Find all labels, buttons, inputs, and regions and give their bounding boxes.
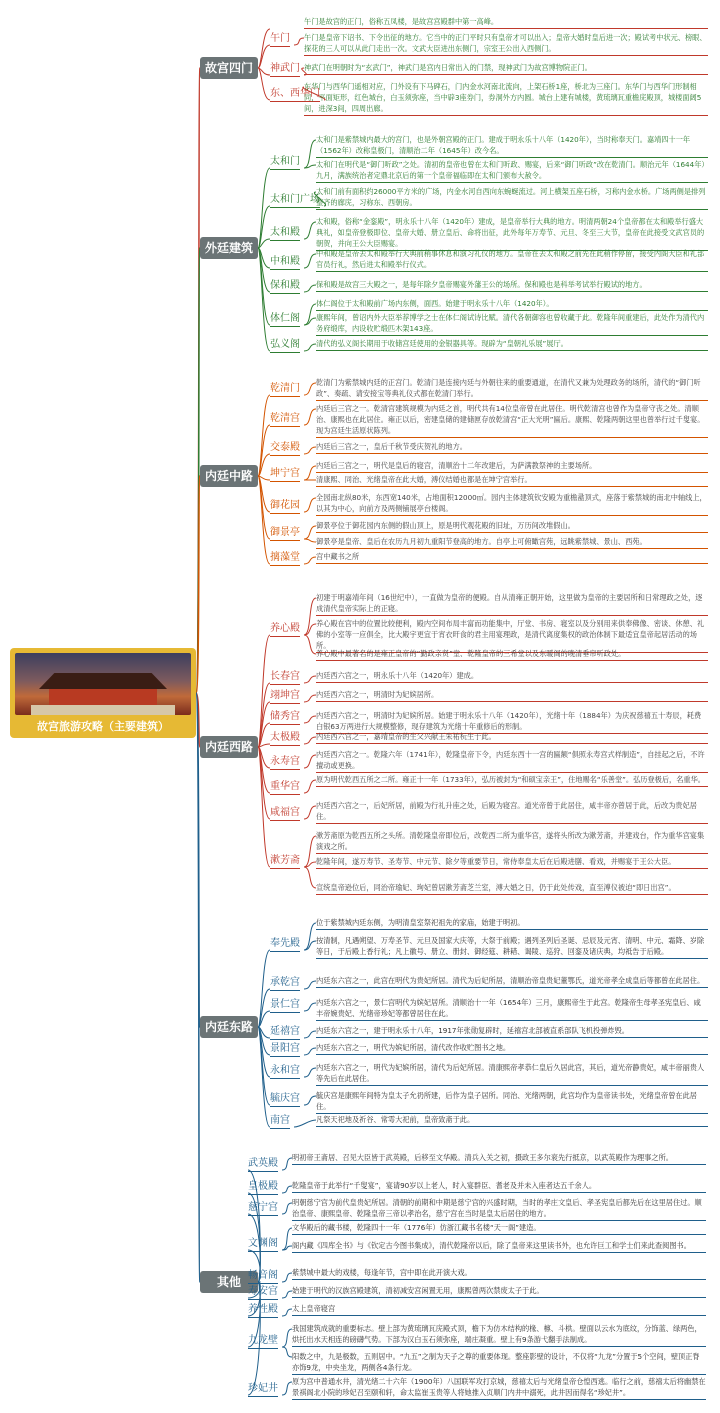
link-sub-item: [304, 624, 316, 635]
description-text: 内廷后三宫之一。乾清宫建筑规模为内廷之首，明代共有14位皇帝曾在此居住。明代乾清宫也曾作为皇帝守丧之处。清顺治、康熙也在此居住。雍正以后，密建皇储的建储匣存放乾清宫“正大光明”匾后。康熙、乾隆两朝这里也曾举行过千叟宴。现为宫廷生活原状陈列。: [316, 403, 708, 438]
link-sub-item: [304, 806, 316, 819]
link-sub-item: [282, 1203, 292, 1214]
link-sub-item: [282, 1309, 292, 1316]
subtopic-label[interactable]: 神武门: [270, 62, 300, 77]
subtopic-label[interactable]: 承乾宫: [270, 976, 300, 991]
link-section-sub: [258, 747, 270, 867]
subtopic-label[interactable]: 寿安宫: [248, 1285, 278, 1300]
description-text: 阳数之中，九是极数，五则居中。“九五”之制为天子之尊的重要体现。整座影壁的设计，不仅将“九龙”分置于5个空间，壁顶正脊亦饰9龙，中央坐龙，两侧各4条行龙。: [292, 1351, 706, 1375]
subtopic-label[interactable]: 体仁阁: [270, 312, 300, 327]
link-sub-item: [304, 526, 316, 539]
link-sub-item: [304, 285, 316, 292]
subtopic-label[interactable]: 畅音阁: [248, 1269, 278, 1284]
description-text: 养心殿在宫中的位置比较便利，殿内空间布局丰富而功能集中，厅堂、书房、寝室以及分别用来供奉佛像、密谈、休憩、礼佛的小室等一应俱全，比大殿宇更宜于宵衣旰食的君主用宴理政，是清代离度集权的政治体制下最适宜皇帝起居活动的场所。: [316, 618, 708, 653]
description-text: 太和门前有面积约26000平方米的广场，内金水河自西向东蜿蜒流过。河上横架五座石桥，习称内金水桥。广场两侧是排列整齐的廊庑，习称东、西朝房。: [316, 186, 708, 210]
link-section-sub: [258, 29, 270, 68]
description-text: 内廷东六宫之一，此宫在明代为贵妃所居。清代为后妃所居，清顺治帝皇贵妃董鄂氏，道光帝孝全成皇后等都曾在此居住。: [316, 975, 708, 988]
description-text: 内廷东六宫之一，建于明永乐十八年，1917年张勋复辟时，延禧宫北部被直系部队飞机投弹炸毁。: [316, 1025, 708, 1038]
description-text: 我国建筑成就的重要标志。壁上部为黄琉璃瓦庑殿式顶，檐下为仿木结构的椽、檩、斗栱。壁面以云水为底纹，分饰蓝、绿两色，烘托出水天相连的磅礴气势。下部为汉白玉石须弥座，端庄凝重。壁上有9条游弋翻手法制成。: [292, 1323, 706, 1347]
subtopic-label[interactable]: 毓庆宫: [270, 1092, 300, 1107]
link-sub-item: [304, 716, 316, 723]
description-text: 原为宫中普通水井，清光绪二十六年（1900年）八国联军攻打京城，慈禧太后与光绪皇帝仓惶西逃。临行之前，慈禧太后将幽禁在景祺阁北小院的珍妃召至颐和轩，命太监崔玉贵等人将她推入贞顺门内井中溺死，此井因而得名“珍妃井”。: [292, 1376, 706, 1400]
description-text: 太上皇帝寝宫: [292, 1303, 706, 1316]
subtopic-label[interactable]: 漱芳斋: [270, 854, 300, 869]
link-sub-item: [304, 447, 316, 454]
section-node[interactable]: 内廷西路: [200, 736, 258, 758]
description-text: 明初帝王斋居、召见大臣皆于武英殿，后移至文华殿。清兵入关之初，摄政王多尔衮先行抵京，以武英殿作为理事之所。: [292, 1152, 706, 1165]
subtopic-label[interactable]: 长春宫: [270, 670, 300, 685]
description-text: 内廷西六宫之一，嘉靖皇帝的生父兴献王朱祐杬生于此。: [316, 731, 708, 744]
description-text: 内廷东六宫之一，明代为嫔妃所居，清代改作收贮图书之地。: [316, 1042, 708, 1055]
link-sub-item: [304, 466, 316, 480]
description-text: 东华门与西华门遥相对应，门外设有下马碑石，门内金水河南北流向，上架石桥1座，桥北为三座门。东华门与西华门形制相同，平面矩形，红色城台，白玉须弥座，当中辟3座券门，券洞外方内圆。城台上建有城楼，黄琉璃瓦重檐庑殿顶，城楼面阔5间，进深3间，四周出廊。: [304, 81, 708, 116]
link-sub-item: [304, 344, 316, 351]
link-sub-item: [304, 737, 316, 744]
subtopic-label[interactable]: 太和门: [270, 155, 300, 170]
description-text: 全园南北纵80米，东西宽140米，占地面积12000㎡。园内主体建筑钦安殿为重檐盝顶式，座落于紫禁城的南北中轴线上，以其为中心，向前方及两侧铺展亭台楼阁。: [316, 492, 708, 516]
link-sub-item: [304, 981, 316, 989]
link-sub-item: [282, 1158, 292, 1170]
link-sub-item: [304, 409, 316, 425]
link-sub-item: [304, 780, 316, 793]
link-sub-item: [304, 557, 316, 564]
link-sub-item: [304, 941, 316, 950]
description-text: 太和门是紫禁城内最大的宫门，也是外朝宫殿的正门。建成于明永乐十八年（1420年），当时称奉天门。嘉靖四十一年（1562年）改称皇极门，清顺治二年（1645年）改今名。: [316, 134, 708, 158]
description-text: 内廷西六宫之一，明清时为妃嫔居所。: [316, 689, 708, 702]
link-sub-item: [294, 1120, 316, 1127]
subtopic-label[interactable]: 摛藻堂: [270, 551, 300, 566]
link-sub-item: [304, 635, 316, 654]
description-text: 内廷东六宫之一，景仁宫明代为嫔妃居所。清顺治十一年（1654年）三月，康熙帝生于此宫。乾隆帝生母孝圣宪皇后、咸丰帝婉贵妃、光绪帝珍妃等都曾居住在此。: [316, 997, 708, 1021]
description-text: 紫禁城中最大的戏楼，每逢年节，宫中即在此开演大戏。: [292, 1267, 706, 1280]
subtopic-label[interactable]: 交泰殿: [270, 441, 300, 456]
description-text: 毓庆宫是康熙年间特为皇太子允礽所建，后作为皇子居所。同治、光绪两朝，此宫均作为皇帝读书处，光绪皇帝曾在此居住。: [316, 1090, 708, 1114]
description-text: 宣统皇帝逊位后，同治帝瑜妃、珣妃曾居漱芳斋芝兰室，溥大婚之日，仍于此处传戏，直至溥仪被迫“即日出宫”。: [316, 882, 708, 895]
description-text: 位于紫禁城内廷东侧，为明清皇室祭祀祖先的家庙，始建于明初。: [316, 917, 708, 930]
link-sub-item: [304, 498, 316, 512]
subtopic-label[interactable]: 坤宁宫: [270, 467, 300, 482]
link-sub-item: [304, 165, 316, 168]
description-text: 午门是皇帝下诏书、下令出征的地方。它当中的正门平时只有皇帝才可以出入；皇帝大婚时皇后进一次；殿试考中状元、榜眼、探花的三人可以从此门走出一次。文武大臣进出东侧门，宗室王公出入西侧门。: [304, 32, 708, 56]
description-text: 明朝慈宁宫为前代皇贵妃所居。清朝的前期和中期是慈宁宫的兴盛时期，当时的孝庄文皇后、孝圣宪皇后都先后在这里居住过。顺治皇帝、康熙皇帝、乾隆皇帝三帝以孝治名，慈宁宫在当时是皇太后居住的地方。: [292, 1197, 706, 1221]
subtopic-label[interactable]: 咸福宫: [270, 806, 300, 821]
description-text: 凡祭天祀地及祈谷、常雩大祀前，皇帝致斋于此。: [316, 1114, 708, 1127]
description-text: 按清制，凡遇朔望、万寿圣节、元旦及国家大庆等，大祭于前殿；遇列圣列后圣诞、忌辰及元宵、清明、中元、霜降、岁除等日，于后殿上香行礼；凡上徽号、册立、册封、御经筵、耕耤、谒陵、巡狩、回銮及诸庆典，均祗告于后殿。: [316, 935, 708, 959]
subtopic-label[interactable]: 太极殿: [270, 731, 300, 746]
palace-roof: [39, 673, 167, 689]
subtopic-label[interactable]: 翊坤宫: [270, 689, 300, 704]
section-node[interactable]: 其他: [200, 1271, 258, 1293]
subtopic-label[interactable]: 南宫: [270, 1114, 290, 1129]
subtopic-label[interactable]: 午门: [270, 32, 290, 47]
link-sub-item: [304, 140, 316, 168]
description-text: 体仁阁位于太和殿前广场内东侧，面西。始建于明永乐十八年（1420年）。: [316, 298, 708, 311]
subtopic-label[interactable]: 养性殿: [248, 1303, 278, 1318]
description-text: 太和殿，俗称“金銮殿”，明永乐十八年（1420年）建成，是皇帝举行大典的地方。明清两朝24个皇帝都在太和殿举行盛大典礼，如皇帝登极即位、皇帝大婚、册立皇后、命将出征，此外每年万寿节、元旦、冬至三大节，皇帝在此接受文武官员的朝贺，并向王公大臣赐宴。: [316, 216, 708, 251]
description-text: 内廷东六宫之一，明代为妃嫔所居，清代为后妃所居。清康熙帝孝恭仁皇后久居此宫，其后，道光帝静贵妃，咸丰帝丽贵人等先后在此居住。: [316, 1062, 708, 1086]
section-node[interactable]: 外廷建筑: [200, 237, 258, 259]
subtopic-label[interactable]: 御景亭: [270, 526, 300, 541]
palace-hall: [49, 689, 157, 705]
description-text: 内廷西六宫之一，明永乐十八年（1420年）建成。: [316, 670, 708, 683]
subtopic-label[interactable]: 武英殿: [248, 1157, 278, 1172]
description-text: 清康熙、同治、光绪皇帝在此大婚，溥仪结婚也都是在坤宁宫举行。: [316, 474, 708, 487]
description-text: 漱芳斋原为乾西五所之头所。清乾隆皇帝即位后，改乾西二所为重华宫，遂将头所改为漱芳斋，并建戏台，作为重华宫宴集演戏之所。: [316, 830, 708, 854]
subtopic-label[interactable]: 御花园: [270, 499, 300, 514]
link-root-section: [196, 693, 200, 1282]
description-text: 清代的弘义阁长期用于收储宫廷使用的金银器具等。现辟为“皇朝礼乐展”展厅。: [316, 338, 708, 351]
link-sub-item: [304, 755, 316, 768]
link-sub-item: [304, 676, 316, 683]
link-section-sub: [258, 168, 270, 248]
subtopic-label[interactable]: 重华宫: [270, 780, 300, 795]
description-text: 内廷西六宫之一。乾隆六年（1741年），乾隆皇帝下令，内廷东西十一宫的匾额“俱照永寿宫式样制造”，自挂起之后，不许擅动或更换。: [316, 749, 708, 773]
link-sub-item: [304, 695, 316, 702]
subtopic-label[interactable]: 储秀宫: [270, 710, 300, 725]
description-text: 内廷后三宫之一，明代是皇后的寝宫，清顺治十二年改建后，为萨满教祭神的主要场所。: [316, 460, 708, 473]
subtopic-label[interactable]: 九龙壁: [248, 1334, 278, 1349]
subtopic-label[interactable]: 乾清门: [270, 382, 300, 397]
subtopic-label[interactable]: 永和宫: [270, 1064, 300, 1079]
subtopic-label[interactable]: 太和门广场: [270, 193, 320, 208]
link-sub-item: [282, 1291, 292, 1298]
link-sub-item: [304, 1031, 316, 1038]
subtopic-label[interactable]: 文渊阁: [248, 1237, 278, 1252]
link-sub-item: [304, 1096, 316, 1105]
palace-photo: [15, 653, 191, 715]
description-text: 初建于明嘉靖年间（16世纪中），一直做为皇帝的便殿。自从清雍正朝开始，这里做为皇帝的主要居所和日常理政之处，逐成清代皇帝实际上的正寝。: [316, 592, 708, 616]
section-node[interactable]: 内廷中路: [200, 465, 258, 487]
description-text: 始建于明代的汉族宫殿建筑，清初减安宫闲置无用，康熙曾两次禁废太子于此。: [292, 1285, 706, 1298]
description-text: 内廷西六宫之一，明清时为妃嫔所居。始建于明永乐十八年（1420年），光绪十年（1884年）为庆祝慈禧五十寿辰，耗费白银63万两进行大规模整修，现存建筑为光绪十年重修后的形制。: [316, 710, 708, 734]
link-sub-item: [304, 222, 316, 239]
link-sub-item: [282, 1228, 292, 1250]
description-text: 太和门在明代是“御门听政”之处。清初的皇帝也曾在太和门听政、赐宴，后来“御门听政”改在乾清门。顺治元年（1644年）九月，满族统治者定鼎北京后的第一个皇帝福临即在太和门颁布大赦令。: [316, 159, 708, 183]
subtopic-label[interactable]: 弘义阁: [270, 338, 300, 353]
description-text: 文华殿后的藏书楼，乾隆四十一年（1776年）仿浙江藏书名楼“天一阁”建造。: [292, 1222, 706, 1235]
description-text: 乾清门为紫禁城内廷的正宫门。乾清门是连接内廷与外朝往来的重要通道，在清代又兼为处理政务的场所，清代的“御门听政”、奏疏、请安接宝等典礼仪式都在乾清门举行。: [316, 377, 708, 401]
link-sub-item: [304, 318, 316, 325]
description-text: 御景亭位于御花园内东侧的假山顶上，原是明代观花殿的旧址，万历间改堆假山。: [316, 520, 708, 533]
link-sub-item: [282, 1186, 292, 1193]
section-node[interactable]: 故宫四门: [200, 57, 258, 79]
description-text: 宫中藏书之所: [316, 551, 708, 564]
description-text: 阁内藏《四库全书》与《钦定古今图书集成》，清代乾隆帝以后，除了皇帝来这里读书外，也允许巨工和学士们来此查阅图书。: [292, 1240, 706, 1253]
link-sub-item: [304, 867, 316, 888]
subtopic-label[interactable]: 珍妃井: [248, 1382, 278, 1397]
description-text: 乾隆年间，遂万寿节、圣寿节、中元节、除夕等重要节日，常侍奉皇太后在后殿进膳、看戏，并赐宴于王公大臣。: [316, 856, 708, 869]
subtopic-label[interactable]: 保和殿: [270, 279, 300, 294]
subtopic-label[interactable]: 延禧宫: [270, 1025, 300, 1040]
link-section-sub: [258, 45, 270, 68]
description-text: 内廷西六宫之一，后妃所居，前殿为行礼升座之处，后殿为寝宫。道光帝曾于此居住，咸丰帝亦曾居于此，后改为贵妃居住。: [316, 800, 708, 824]
subtopic-label[interactable]: 永寿宫: [270, 755, 300, 770]
link-sub-item: [304, 539, 316, 542]
subtopic-label[interactable]: 东、西华门: [270, 87, 320, 102]
link-sub-item: [304, 254, 316, 268]
link-sub-item: [304, 1068, 316, 1077]
subtopic-label[interactable]: 慈宁宫: [248, 1201, 278, 1216]
subtopic-label[interactable]: 养心殿: [270, 622, 300, 637]
subtopic-label[interactable]: 皇极殿: [248, 1180, 278, 1195]
subtopic-label[interactable]: 奉先殿: [270, 937, 300, 952]
link-sub-item: [304, 1003, 316, 1011]
link-section-sub: [258, 395, 270, 476]
subtopic-label[interactable]: 乾清宫: [270, 412, 300, 427]
description-text: 养心殿中最著名的是雍正皇帝的“勤政亲贤”堂、乾隆皇帝的三希堂以及东暖阁的晚清垂帘听政处。: [316, 648, 708, 661]
description-text: 康熙年间，曾诏内外大臣举荐博学之士在体仁阁试诗比赋。清代各朝御容也曾收藏于此。乾隆年间重建后，此处作为清代内务府缎库，内设收贮缎匹木架143座。: [316, 312, 708, 336]
description-text: 神武门在明朝时为“玄武门”，神武门是宫内日常出入的门禁，现神武门为故宫博物院正门。: [304, 62, 708, 75]
palace-base: [31, 705, 175, 715]
link-sub-item: [282, 1273, 292, 1282]
link-sub-item: [294, 38, 304, 45]
link-sub-item: [282, 1329, 292, 1347]
description-text: 中和殿是皇帝去太和殿举行大典前稍事休息和演习礼仪的地方。皇帝在去太和殿之前先在此稍作停留，接受内阁大臣和礼部官员行礼，然后进太和殿举行仪式。: [316, 248, 708, 272]
subtopic-label[interactable]: 景仁宫: [270, 998, 300, 1013]
link-sub-item: [304, 1048, 316, 1055]
description-text: 保和殿是故宫三大殿之一，是每年除夕皇帝赐宴外藩王公的场所。保和殿也是科举考试举行殿试的地方。: [316, 279, 708, 292]
description-text: 原为明代乾西五所之二所。雍正十一年（1733年），弘历被封为“和硕宝亲王”，住地赐名“乐善堂”。弘历登极后，名重华。: [316, 774, 708, 787]
subtopic-label[interactable]: 太和殿: [270, 226, 300, 241]
link-sub-item: [304, 383, 316, 395]
root-node[interactable]: [10, 648, 196, 738]
description-text: 御景亭是皇帝、皇后在农历九月初九重阳节登高的地方。自亭上可俯瞰宫苑，远眺紫禁城、景山、西苑。: [316, 536, 708, 549]
subtopic-label[interactable]: 景阳宫: [270, 1042, 300, 1057]
section-node[interactable]: 内廷东路: [200, 1016, 258, 1038]
description-text: 乾隆皇帝于此举行“千叟宴”，宴请90岁以上老人，时入宴群臣、耆老及并未入座者达五千余人。: [292, 1180, 706, 1193]
subtopic-label[interactable]: 中和殿: [270, 255, 300, 270]
link-sub-item: [282, 1382, 292, 1395]
description-text: 内廷后三宫之一，皇后千秋节受庆贺礼的地方。: [316, 441, 708, 454]
link-sub-item: [282, 1347, 292, 1357]
root-title: 故宫旅游攻略（主要建筑）: [37, 720, 169, 733]
description-text: 午门是故宫的正门，俗称五凤楼，是故宫宫殿群中第一高峰。: [304, 16, 708, 29]
